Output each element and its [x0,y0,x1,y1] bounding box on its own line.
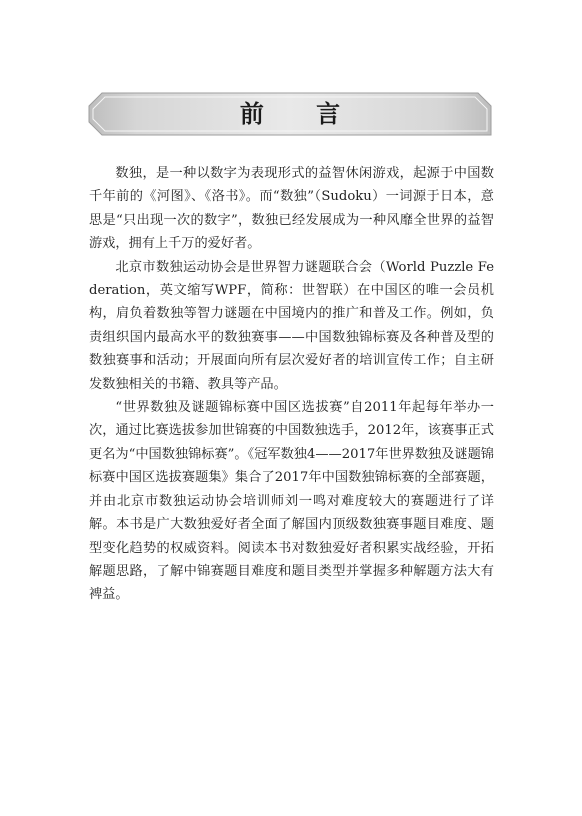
title-banner [88,92,492,136]
paragraph-3: “世界数独及谜题锦标赛中国区选拔赛”自2011年起每年举办一次，通过比赛选拔参加世锦赛的中国数独选手，2012年，该赛事正式更名为“中国数独锦标赛”。《冠军数独4——2017年世界数独及谜题锦标赛中国区选拔赛题集》集合了2017年中国数独锦标赛的全部赛题，并由北京市数独运动协会培训师刘一鸣对难度较大的赛题进行了详解。本书是广大数独爱好者全面了解国内顶级数独赛事题目难度、题型变化趋势的权威资料。阅读本书对数独爱好者积累实战经验，开拓解题思路，了解中锦赛题目难度和题目类型并掌握多种解题方法大有裨益。 [89,400,494,603]
paragraph-1: 数独，是一种以数字为表现形式的益智休闲游戏，起源于中国数千年前的《河图》、《洛书》。而“数独”（Sudoku）一词源于日本，意思是“只出现一次的数字”，数独已经发展成为一种风靡全世界的益智游戏，拥有上千万的爱好者。 [89,166,494,252]
page-title: 前 言 [239,100,363,128]
preface-body [89,162,494,607]
paragraph-2: 北京市数独运动协会是世界智力谜题联合会（World Puzzle Federation，英文缩写WPF，简称：世智联）在中国区的唯一会员机构，肩负着数独等智力谜题在中国境内的推广和普及工作。例如，负责组织国内最高水平的数独赛事——中国数独锦标赛及各种普及型的数独赛事和活动；开展面向所有层次爱好者的培训宣传工作；自主研发数独相关的书籍、教具等产品。 [89,259,494,392]
